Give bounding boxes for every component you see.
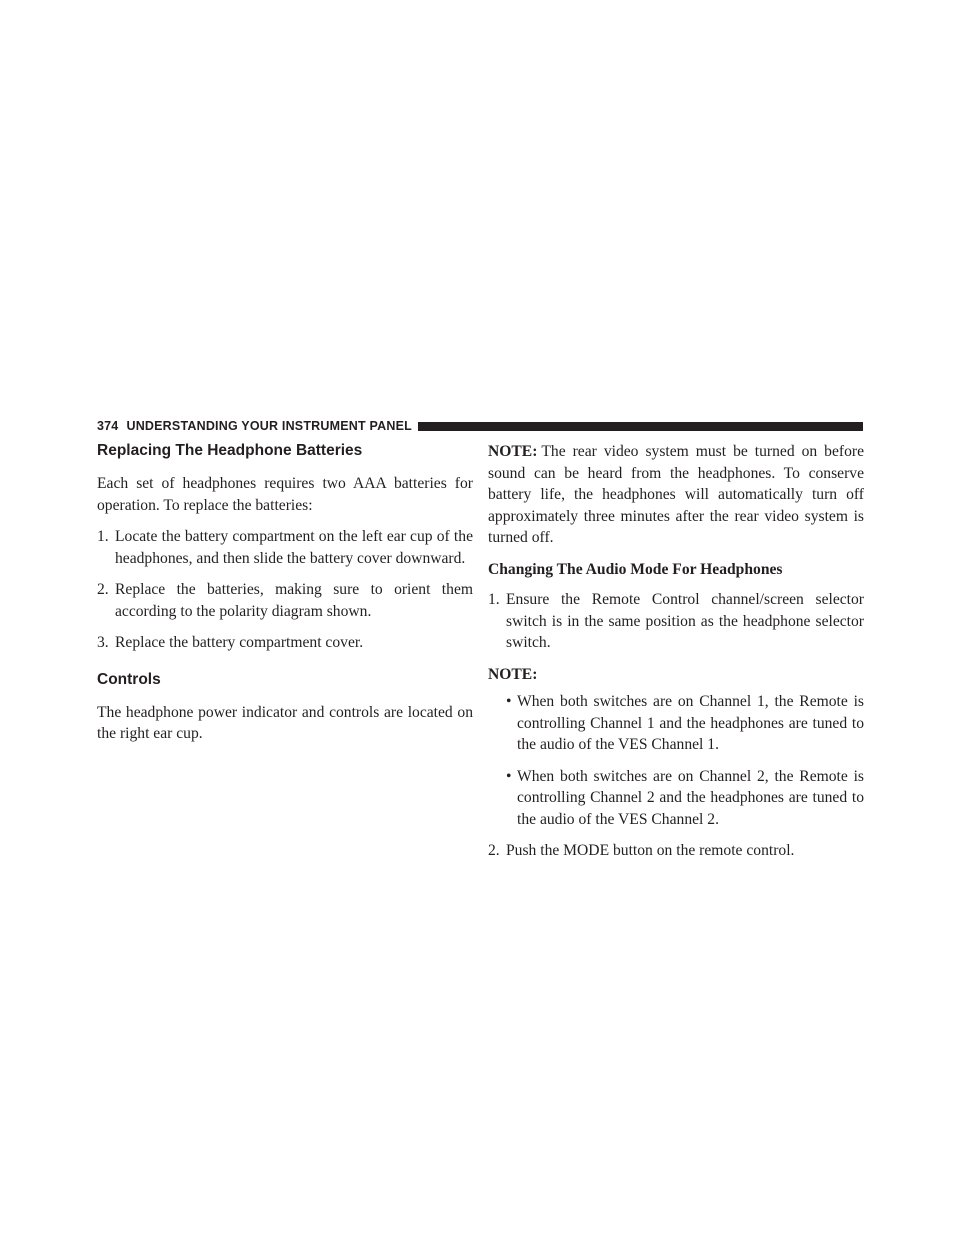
step-number: 1. [488,591,500,608]
list-item [488,766,864,831]
batteries-intro: Each set of headphones requires two AAA batteries for operation. To replace the batteries: [97,475,473,514]
list-item [97,579,473,622]
bullet-glyph: • [506,693,512,710]
step-text: Replace the battery compartment cover. [115,634,364,651]
note-text: The rear video system must be turned on before sound can be heard from the headphones. To conserve battery life, the headphones will automatically turn off approximately three minutes after the rear video system is turned off. [488,443,864,546]
header-rule [418,422,863,431]
left-column [97,441,473,755]
section-title: UNDERSTANDING YOUR INSTRUMENT PANEL [126,419,412,433]
list-item [488,589,864,654]
step-number: 2. [488,842,500,859]
subheading-audio-mode: Changing The Audio Mode For Headphones [488,560,783,578]
note-paragraph [488,441,864,549]
step-number: 3. [97,634,109,651]
list-item [97,632,473,654]
step-number: 1. [97,528,109,545]
step-text: Replace the batteries, making sure to orient them according to the polarity diagram shown. [115,581,473,620]
note-label: NOTE: [488,443,538,460]
controls-text: The headphone power indicator and controls are located on the right ear cup. [97,703,473,742]
heading-controls: Controls [97,670,161,688]
right-column [488,441,864,872]
step-text: Push the MODE button on the remote control. [506,842,795,859]
bullet-text: When both switches are on Channel 2, the Remote is controlling Channel 2 and the headphones are tuned to the audio of the VES Channel 2. [517,767,864,828]
step-text: Locate the battery compartment on the left ear cup of the headphones, and then slide the battery cover downward. [115,528,473,567]
page-number: 374 [97,419,119,433]
page-header [97,418,863,434]
note-label: NOTE: [488,665,538,683]
list-item [488,840,864,862]
list-item [97,526,473,569]
step-number: 2. [97,581,109,598]
bullet-text: When both switches are on Channel 1, the Remote is controlling Channel 1 and the headphones are tuned to the audio of the VES Channel 1. [517,693,864,753]
heading-replacing-batteries: Replacing The Headphone Batteries [97,442,363,459]
bullet-glyph: • [506,767,512,785]
step-text: Ensure the Remote Control channel/screen selector switch is in the same position as the headphone selector switch. [506,591,864,651]
list-item [488,691,864,756]
